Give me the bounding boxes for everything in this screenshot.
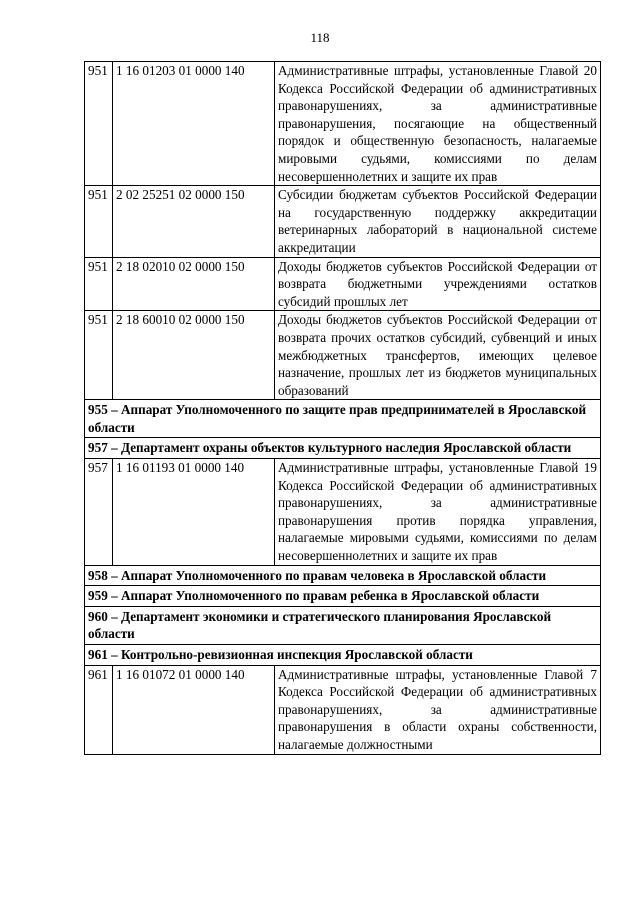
administrator-code-cell: 957	[85, 459, 113, 566]
administrator-code-cell: 951	[85, 311, 113, 400]
administrator-code-cell: 951	[85, 62, 113, 186]
budget-code-cell: 1 16 01193 01 0000 140	[113, 459, 275, 566]
administrator-code-cell: 961	[85, 665, 113, 754]
revenue-description-cell: Административные штрафы, установленные Главой 7 Кодекса Российской Федерации об административных правонарушениях, за административные правонарушения в области охраны собственности, налагаемые должностными	[275, 665, 601, 754]
page-number: 118	[310, 30, 330, 45]
table-row	[85, 186, 601, 257]
section-title: 958 – Аппарат Уполномоченного по правам человека в Ярославской области	[85, 565, 601, 586]
administrator-code-cell: 951	[85, 257, 113, 311]
budget-code-cell: 2 18 60010 02 0000 150	[113, 311, 275, 400]
section-header-row	[85, 606, 601, 644]
section-title: 955 – Аппарат Уполномоченного по защите прав предпринимателей в Ярославской области	[85, 400, 601, 438]
table-row	[85, 257, 601, 311]
revenue-description-cell: Административные штрафы, установленные Главой 20 Кодекса Российской Федерации об административных правонарушениях, за административные правонарушения, посягающие на общественный порядок и общественную безопасность, налагаемые мировыми судьями, комиссиями по делам несовершеннолетних и защите их прав	[275, 62, 601, 186]
budget-code-cell: 2 02 25251 02 0000 150	[113, 186, 275, 257]
section-header-row	[85, 645, 601, 666]
revenue-description-cell: Административные штрафы, установленные Главой 19 Кодекса Российской Федерации об административных правонарушениях, за административные правонарушения против порядка управления, налагаемые мировыми судьями, комиссиями по делам несовершеннолетних и защите их прав	[275, 459, 601, 566]
revenue-description-cell: Доходы бюджетов субъектов Российской Федерации от возврата бюджетными учреждениями остатков субсидий прошлых лет	[275, 257, 601, 311]
table-row	[85, 459, 601, 566]
section-header-row	[85, 400, 601, 438]
budget-classification-table	[84, 61, 601, 755]
section-header-row	[85, 565, 601, 586]
section-title: 959 – Аппарат Уполномоченного по правам ребенка в Ярославской области	[85, 586, 601, 607]
section-title: 960 – Департамент экономики и стратегического планирования Ярославской области	[85, 606, 601, 644]
budget-code-cell: 2 18 02010 02 0000 150	[113, 257, 275, 311]
revenue-description-cell: Доходы бюджетов субъектов Российской Федерации от возврата прочих остатков субсидий, субвенций и иных межбюджетных трансфертов, имеющих целевое назначение, прошлых лет из бюджетов муниципальных образований	[275, 311, 601, 400]
table-row	[85, 665, 601, 754]
section-title: 961 – Контрольно-ревизионная инспекция Ярославской области	[85, 645, 601, 666]
budget-code-cell: 1 16 01203 01 0000 140	[113, 62, 275, 186]
revenue-description-cell: Субсидии бюджетам субъектов Российской Федерации на государственную поддержку аккредитации ветеринарных лабораторий в национальной системе аккредитации	[275, 186, 601, 257]
administrator-code-cell: 951	[85, 186, 113, 257]
budget-code-cell: 1 16 01072 01 0000 140	[113, 665, 275, 754]
section-title: 957 – Департамент охраны объектов культурного наследия Ярославской области	[85, 438, 601, 459]
table-row	[85, 62, 601, 186]
section-header-row	[85, 438, 601, 459]
section-header-row	[85, 586, 601, 607]
table-row	[85, 311, 601, 400]
